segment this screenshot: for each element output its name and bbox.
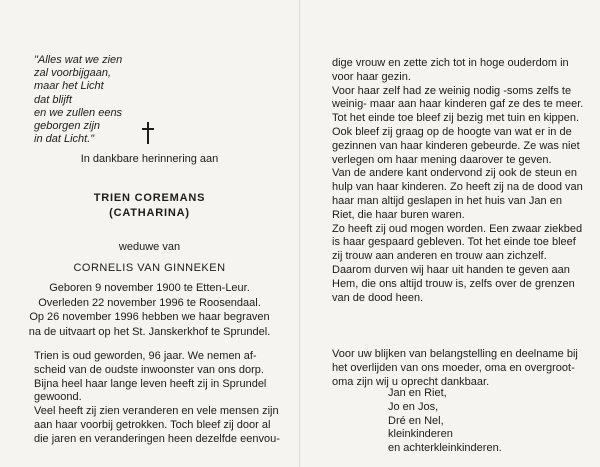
body-line: is haar gespaard gebleven. Tot het einde toe bleef [332,236,576,249]
fact-line: na de uitvaart op het St. Janskerkhof te Sprundel. [28,325,271,338]
husband-name: CORNELIS VAN GINNEKEN [73,262,226,274]
poem-line: in dat Licht." [34,133,95,146]
life-facts [0,281,299,339]
closing-line: oma zijn wij u oprecht dankbaar. [332,375,490,388]
body-line: Veel heeft zij zien veranderen en vele mensen zijn [34,405,279,418]
signer-line: kleinkinderen [388,428,453,441]
deceased-given-name: (CATHARINA) [109,207,190,219]
body-line: weinig- maar aan haar kinderen gaf ze des te meer. [332,98,584,111]
body-line: Ook bleef zij graag op de hoogte van wat er in de [332,125,572,138]
body-line: Hem, die ons altijd trouw is, zelfs over de grenzen [332,277,575,290]
body-line: Zo heeft zij oud mogen worden. Een zwaar ziekbed [332,222,583,235]
closing-line: Voor uw blijken van belangstelling en deelname bij [332,348,578,360]
body-line: aan haar voorbij getrokken. Toch bleef zij door al [34,418,271,431]
widow-of-text: weduwe van [118,241,181,253]
fact-line: Overleden 22 november 1996 te Roosendaal. [38,296,261,309]
signer-line: Jan en Riet, [388,387,447,399]
body-line: gewoond. [34,391,82,404]
poem-line: maar het Licht [34,80,104,93]
closing-line: het overlijden van ons moeder, oma en overgroot- [332,361,575,374]
body-line: Riet, die haar buren waren. [332,208,465,221]
signer-line: Dré en Nel, [388,414,444,427]
deceased-name: TRIEN COREMANS [93,192,206,204]
body-line: dige vrouw en zette zich tot in hoge ouderdom in [332,57,569,69]
poem-line: zal voorbijgaan, [34,67,112,80]
right-panel [300,0,600,467]
fact-line: Op 26 november 1996 hebben we haar begraven [29,311,270,323]
body-line: Tot het einde toe bleef zij bezig met tuin en kippen. [332,112,580,125]
intro-text: In dankbare herinnering aan [80,153,219,165]
poem-line: dat blijft [34,93,72,106]
signer-line: Jo en Jos, [388,400,439,413]
body-line: verlegen om haar mening daarover te geven. [332,153,552,166]
thank-you-text [332,348,578,389]
left-panel [0,0,299,467]
poem-line: "Alles wat we zien [34,54,123,66]
body-line: van de dood heen. [332,291,424,304]
body-line: Voor haar zelf had ze weinig nodig -soms zelfs te [332,84,572,97]
body-line: voor haar gezin. [332,70,411,83]
signers-list [388,387,588,456]
fact-line: Geboren 9 november 1900 te Etten-Leur. [49,282,250,294]
body-line: Daarom durven wij haar uit handen te geven aan [332,263,570,276]
cross-icon [142,122,154,144]
body-line: gezinnen van haar kinderen gebeurde. Ze was niet [332,139,580,152]
body-line: scheid van de oudste inwoonster van ons dorp. [34,363,264,376]
body-line: Bijna heel haar lange leven heeft zij in Sprundel [34,377,267,390]
body-line: haar man altijd geslapen in het huis van Jan en [332,194,562,207]
body-line: zij trouw aan anderen en trouw aan zichzelf. [332,250,547,263]
body-line: Van de andere kant ondervond zij ook de steun en [332,167,578,180]
signer-line: en achterkleinkinderen. [388,442,502,455]
poem [34,54,184,146]
body-line: hulp van haar kinderen. Zo heeft zij na de dood van [332,181,583,194]
poem-line: en we zullen eens [34,106,123,119]
body-text-right [332,57,584,305]
body-text-left [34,350,280,447]
poem-line: geborgen zijn [34,120,101,133]
body-line: die jaren en veranderingen heen dezelfde eenvou- [34,432,280,445]
body-line: Trien is oud geworden, 96 jaar. We nemen af- [34,350,257,362]
